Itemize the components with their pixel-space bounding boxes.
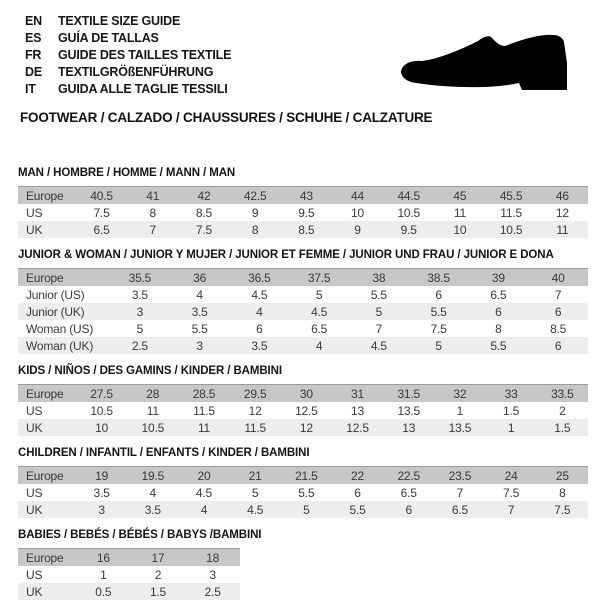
- row-label: US: [26, 403, 43, 418]
- language-label: GUÍA DE TALLAS: [58, 31, 159, 45]
- size-cell: 25: [537, 467, 588, 485]
- language-code: ES: [25, 31, 42, 45]
- size-cell: 6: [256, 321, 263, 336]
- size-cell: 3.5: [131, 287, 148, 302]
- size-cell: 31: [332, 385, 383, 403]
- size-cell: 6: [435, 287, 442, 302]
- table-row-man-us: [18, 204, 588, 221]
- size-cell: 38: [349, 269, 409, 287]
- size-cell: 2: [154, 567, 162, 582]
- size-cell: 0.5: [76, 583, 131, 600]
- table-row-children-europe: [18, 467, 588, 485]
- size-cell: 40.5: [76, 187, 127, 205]
- size-cell: 16: [76, 549, 131, 567]
- size-cell: 7.5: [537, 501, 588, 518]
- size-cell: 3: [209, 567, 216, 582]
- size-section-man: [18, 166, 588, 238]
- size-cell: 22: [332, 467, 383, 485]
- size-cell: 13: [383, 419, 434, 436]
- row-label: Europe: [18, 467, 76, 485]
- size-cell: 21: [230, 467, 281, 485]
- size-cell: 7.5: [430, 321, 447, 336]
- row-label: Europe: [18, 385, 76, 403]
- row-label: US: [26, 205, 43, 220]
- size-cell: 4.5: [195, 485, 213, 500]
- size-cell: 9: [332, 221, 383, 238]
- table-row-junior-woman-woman-us-: [18, 320, 588, 337]
- size-cell: 11: [537, 221, 588, 238]
- language-list: [25, 13, 231, 98]
- size-cell: 7: [127, 221, 178, 238]
- size-cell: 8: [559, 485, 566, 500]
- size-cell: 4.5: [251, 287, 268, 302]
- size-cell: 4: [178, 501, 229, 518]
- size-cell: 1.5: [537, 419, 588, 436]
- size-cell: 4.5: [230, 501, 281, 518]
- shoe-icon: [398, 33, 570, 95]
- size-cell: 7.5: [503, 485, 520, 500]
- size-cell: 29.5: [230, 385, 281, 403]
- row-label: Junior (UK): [18, 303, 110, 320]
- language-row: [25, 13, 231, 30]
- table-row-babies-uk: [18, 583, 240, 600]
- size-cell: 7.5: [178, 221, 229, 238]
- size-cell: 13.5: [434, 419, 485, 436]
- row-label: Europe: [18, 187, 76, 205]
- language-label: GUIDA ALLE TAGLIE TESSILI: [58, 82, 228, 96]
- size-cell: 3.5: [93, 485, 110, 500]
- size-cell: 10.5: [127, 419, 178, 436]
- row-label: Europe: [18, 549, 76, 567]
- size-cell: 6: [383, 501, 434, 518]
- table-row-children-us: [18, 484, 588, 501]
- size-cell: 10: [351, 205, 364, 220]
- size-cell: 2: [559, 403, 566, 418]
- size-cell: 42: [178, 187, 229, 205]
- size-cell: 5: [281, 501, 332, 518]
- size-cell: 36: [170, 269, 230, 287]
- size-cell: 4: [149, 485, 157, 500]
- size-cell: 11.5: [193, 403, 215, 418]
- size-cell: 33: [486, 385, 537, 403]
- size-cell: 27.5: [76, 385, 127, 403]
- size-cell: 8.5: [550, 321, 567, 336]
- size-section-junior-woman: [18, 248, 588, 354]
- size-cell: 2.5: [110, 337, 170, 354]
- size-cell: 7: [456, 485, 464, 500]
- section-title-man: MAN / HOMBRE / HOMME / MANN / MAN: [18, 167, 236, 179]
- size-cell: 5.5: [409, 303, 469, 320]
- size-cell: 19.5: [127, 467, 178, 485]
- size-cell: 6: [354, 485, 361, 500]
- section-title-babies: BABIES / BEBÉS / BÉBÉS / BABYS /BAMBINI: [18, 529, 262, 541]
- size-cell: 11: [178, 419, 229, 436]
- size-cell: 3.5: [230, 337, 290, 354]
- table-row-kids-europe: [18, 385, 588, 403]
- size-table-children: [18, 466, 588, 518]
- size-cell: 32: [434, 385, 485, 403]
- size-cell: 8: [230, 221, 281, 238]
- row-label: Woman (US): [26, 321, 94, 336]
- size-cell: 19: [76, 467, 127, 485]
- size-cell: 11.5: [230, 419, 281, 436]
- size-cell: 1: [100, 567, 107, 582]
- size-cell: 6: [528, 303, 588, 320]
- language-row: [25, 30, 231, 47]
- size-cell: 6.5: [311, 321, 328, 336]
- size-cell: 31.5: [383, 385, 434, 403]
- size-cell: 13: [351, 403, 364, 418]
- size-cell: 11: [146, 403, 159, 418]
- size-cell: 13.5: [397, 403, 420, 418]
- size-cell: 10: [434, 221, 485, 238]
- size-cell: 2.5: [185, 583, 240, 600]
- size-cell: 5: [251, 485, 259, 500]
- size-cell: 39: [469, 269, 529, 287]
- language-row: [25, 47, 231, 64]
- table-row-kids-uk: [18, 419, 588, 436]
- size-cell: 12: [248, 403, 262, 418]
- size-cell: 21.5: [281, 467, 332, 485]
- language-code: EN: [25, 14, 42, 28]
- size-cell: 3: [76, 501, 127, 518]
- size-cell: 5: [136, 321, 144, 336]
- size-cell: 37.5: [289, 269, 349, 287]
- language-label: TEXTILE SIZE GUIDE: [58, 14, 181, 28]
- size-cell: 17: [131, 549, 186, 567]
- size-cell: 3: [170, 337, 230, 354]
- row-label: UK: [18, 419, 76, 436]
- size-cell: 10.5: [397, 205, 420, 220]
- language-code: DE: [25, 65, 42, 79]
- size-cell: 12: [281, 419, 332, 436]
- size-cell: 5: [409, 337, 469, 354]
- size-cell: 20: [178, 467, 229, 485]
- size-cell: 8.5: [195, 205, 213, 220]
- row-label: US: [26, 567, 43, 582]
- size-cell: 40: [528, 269, 588, 287]
- size-cell: 5.5: [191, 321, 208, 336]
- size-section-kids: [18, 364, 588, 436]
- size-cell: 12.5: [332, 419, 383, 436]
- size-cell: 12: [555, 205, 569, 220]
- size-cell: 7: [554, 287, 562, 302]
- language-code: IT: [25, 82, 36, 96]
- size-cell: 8: [149, 205, 157, 220]
- table-row-children-uk: [18, 501, 588, 518]
- size-cell: 6: [469, 303, 529, 320]
- size-cell: 30: [281, 385, 332, 403]
- size-cell: 22.5: [383, 467, 434, 485]
- language-row: [25, 64, 231, 81]
- size-cell: 10: [76, 419, 127, 436]
- size-cell: 7.5: [93, 205, 110, 220]
- size-cell: 5.5: [370, 287, 387, 302]
- table-row-man-uk: [18, 221, 588, 238]
- size-cell: 3.5: [170, 303, 230, 320]
- size-cell: 3.5: [127, 501, 178, 518]
- size-cell: 23.5: [434, 467, 485, 485]
- size-cell: 24: [486, 467, 537, 485]
- size-cell: 4: [289, 337, 349, 354]
- size-tables: [18, 166, 588, 600]
- size-cell: 9.5: [298, 205, 315, 220]
- size-cell: 10.5: [90, 403, 113, 418]
- table-row-junior-woman-junior-uk-: [18, 303, 588, 320]
- table-row-babies-us: [18, 566, 240, 583]
- size-section-babies: [18, 528, 588, 600]
- size-cell: 6.5: [400, 485, 417, 500]
- table-row-junior-woman-junior-us-: [18, 286, 588, 303]
- row-label: UK: [18, 501, 76, 518]
- size-cell: 1: [486, 419, 537, 436]
- size-cell: 1.5: [131, 583, 186, 600]
- size-cell: 1.5: [503, 403, 520, 418]
- language-label: GUIDE DES TAILLES TEXTILE: [58, 48, 232, 62]
- language-row: [25, 81, 231, 98]
- size-cell: 4.5: [349, 337, 409, 354]
- table-row-babies-europe: [18, 549, 240, 567]
- size-cell: 38.5: [409, 269, 469, 287]
- size-cell: 45: [434, 187, 485, 205]
- table-row-kids-us: [18, 402, 588, 419]
- size-table-babies: [18, 548, 240, 600]
- size-cell: 6.5: [434, 501, 485, 518]
- size-cell: 11: [453, 205, 466, 220]
- size-cell: 9: [251, 205, 259, 220]
- size-cell: 33.5: [537, 385, 588, 403]
- size-cell: 5: [349, 303, 409, 320]
- language-code: FR: [25, 48, 42, 62]
- size-cell: 36.5: [230, 269, 290, 287]
- size-cell: 28: [127, 385, 178, 403]
- size-cell: 10.5: [486, 221, 537, 238]
- size-table-kids: [18, 384, 588, 436]
- size-cell: 8: [495, 321, 502, 336]
- size-cell: 46: [537, 187, 588, 205]
- size-cell: 6: [528, 337, 588, 354]
- size-cell: 5.5: [469, 337, 529, 354]
- size-cell: 18: [185, 549, 240, 567]
- section-title-kids: KIDS / NIÑOS / DES GAMINS / KINDER / BAMBINI: [18, 365, 282, 377]
- section-title-junior-woman: JUNIOR & WOMAN / JUNIOR Y MUJER / JUNIOR ET FEMME / JUNIOR UND FRAU / JUNIOR E DONA: [18, 249, 554, 261]
- size-cell: 5.5: [332, 501, 383, 518]
- row-label: UK: [18, 583, 76, 600]
- size-section-children: [18, 446, 588, 518]
- size-cell: 4: [196, 287, 203, 302]
- size-cell: 7: [375, 321, 383, 336]
- row-label: Junior (US): [26, 287, 85, 302]
- size-cell: 35.5: [110, 269, 170, 287]
- size-cell: 4: [230, 303, 290, 320]
- row-label: UK: [18, 221, 76, 238]
- size-table-junior-woman: [18, 268, 588, 354]
- size-cell: 43: [281, 187, 332, 205]
- size-cell: 5: [315, 287, 323, 302]
- size-cell: 1: [456, 403, 464, 418]
- size-cell: 44.5: [383, 187, 434, 205]
- size-cell: 44: [332, 187, 383, 205]
- size-cell: 41: [127, 187, 178, 205]
- size-cell: 5.5: [298, 485, 315, 500]
- size-cell: 12.5: [295, 403, 318, 418]
- size-cell: 45.5: [486, 187, 537, 205]
- size-table-man: [18, 186, 588, 238]
- size-cell: 6.5: [490, 287, 507, 302]
- section-title-children: CHILDREN / INFANTIL / ENFANTS / KINDER / BAMBINI: [18, 447, 310, 459]
- row-label: US: [26, 485, 43, 500]
- size-cell: 4.5: [289, 303, 349, 320]
- size-cell: 3: [110, 303, 170, 320]
- shoe-icon-shape: [401, 35, 567, 90]
- row-label: Europe: [18, 269, 110, 287]
- size-cell: 28.5: [178, 385, 229, 403]
- size-cell: 8.5: [281, 221, 332, 238]
- table-row-man-europe: [18, 187, 588, 205]
- row-label: Woman (UK): [18, 337, 110, 354]
- size-cell: 11.5: [500, 205, 522, 220]
- size-cell: 7: [486, 501, 537, 518]
- category-heading: FOOTWEAR / CALZADO / CHAUSSURES / SCHUHE / CALZATURE: [20, 110, 433, 125]
- size-cell: 6.5: [76, 221, 127, 238]
- size-cell: 9.5: [383, 221, 434, 238]
- table-row-junior-woman-woman-uk-: [18, 337, 588, 354]
- table-row-junior-woman-europe: [18, 269, 588, 287]
- size-cell: 42.5: [230, 187, 281, 205]
- language-label: TEXTILGRÖßENFÜHRUNG: [58, 65, 214, 79]
